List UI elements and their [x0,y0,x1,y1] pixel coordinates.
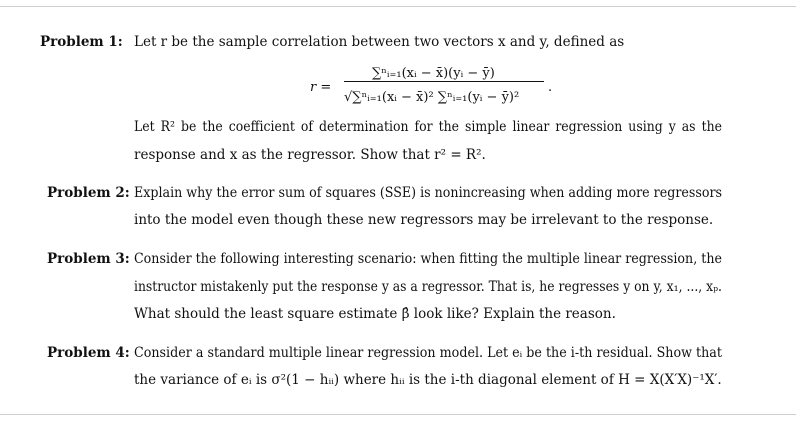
problem-3-line-3: What should the least square estimate β̂ look like? Explain the reason. [134,306,616,322]
formula-denominator: √∑ⁿᵢ₌₁(xᵢ − x̄)² ∑ⁿᵢ₌₁(yᵢ − ȳ)² [344,90,520,105]
problem-4-label: Problem 4: [47,345,130,361]
formula-numerator: ∑ⁿᵢ₌₁(xᵢ − x̄)(yᵢ − ȳ) [372,66,495,81]
formula-period: . [548,80,553,95]
problem-1-line-2: Let R² be the coefficient of determination for the simple linear regression using y as the [134,119,722,135]
problem-2-label: Problem 2: [47,185,130,201]
problem-2-line-1: Explain why the error sum of squares (SSE) is nonincreasing when adding more regressors [134,185,723,201]
problem-4-line-2: the variance of eᵢ is σ²(1 − hᵢᵢ) where hᵢᵢ is the i-th diagonal element of H = X(X′X)⁻¹X′. [134,372,722,388]
problem-1-line-1: Let r be the sample correlation between two vectors x and y, defined as [134,34,625,50]
problem-1-label: Problem 1: [40,34,123,50]
problem-3-label: Problem 3: [47,251,130,267]
formula-lhs: r = [310,80,332,95]
problem-4-line-1: Consider a standard multiple linear regression model. Let eᵢ be the i-th residual. Show that [134,345,722,361]
problem-1-line-3: response and x as the regressor. Show that r² = R². [134,147,486,163]
problem-3-line-1: Consider the following interesting scenario: when fitting the multiple linear regression, the [134,251,722,267]
bottom-divider [0,414,796,415]
problem-3-line-2: instructor mistakenly put the response y as a regressor. That is, he regresses y on y, x₁, ..., xₚ. [134,279,722,295]
problem-2-line-2: into the model even though these new regressors may be irrelevant to the response. [134,212,714,228]
